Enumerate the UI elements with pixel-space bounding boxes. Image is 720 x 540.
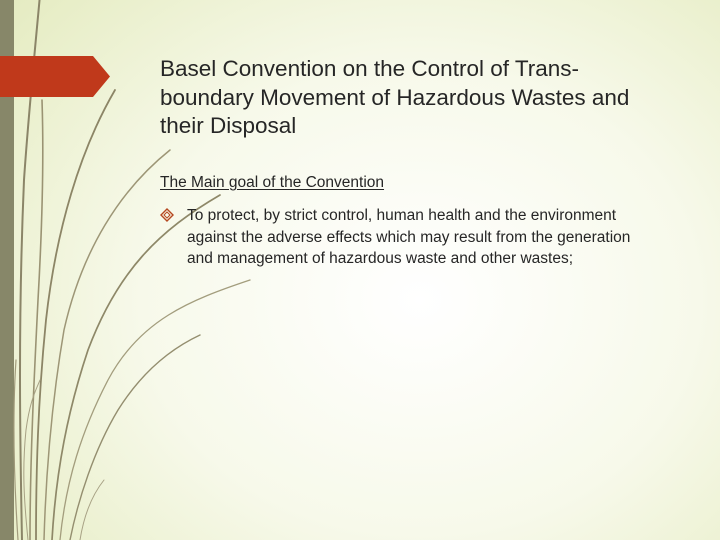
title-accent-shape — [0, 56, 110, 97]
slide-subtitle: The Main goal of the Convention — [160, 174, 385, 191]
slide-title: Basel Convention on the Control of Trans-boundary Movement of Hazardous Wastes and their Disposal — [160, 56, 630, 138]
bullet-text: To protect, by strict control, human health and the environment against the adverse effects which may result from the generation and management of hazardous waste and other wastes; — [187, 207, 631, 267]
diamond-outline-icon — [160, 208, 174, 222]
title-accent-tab — [0, 56, 110, 97]
